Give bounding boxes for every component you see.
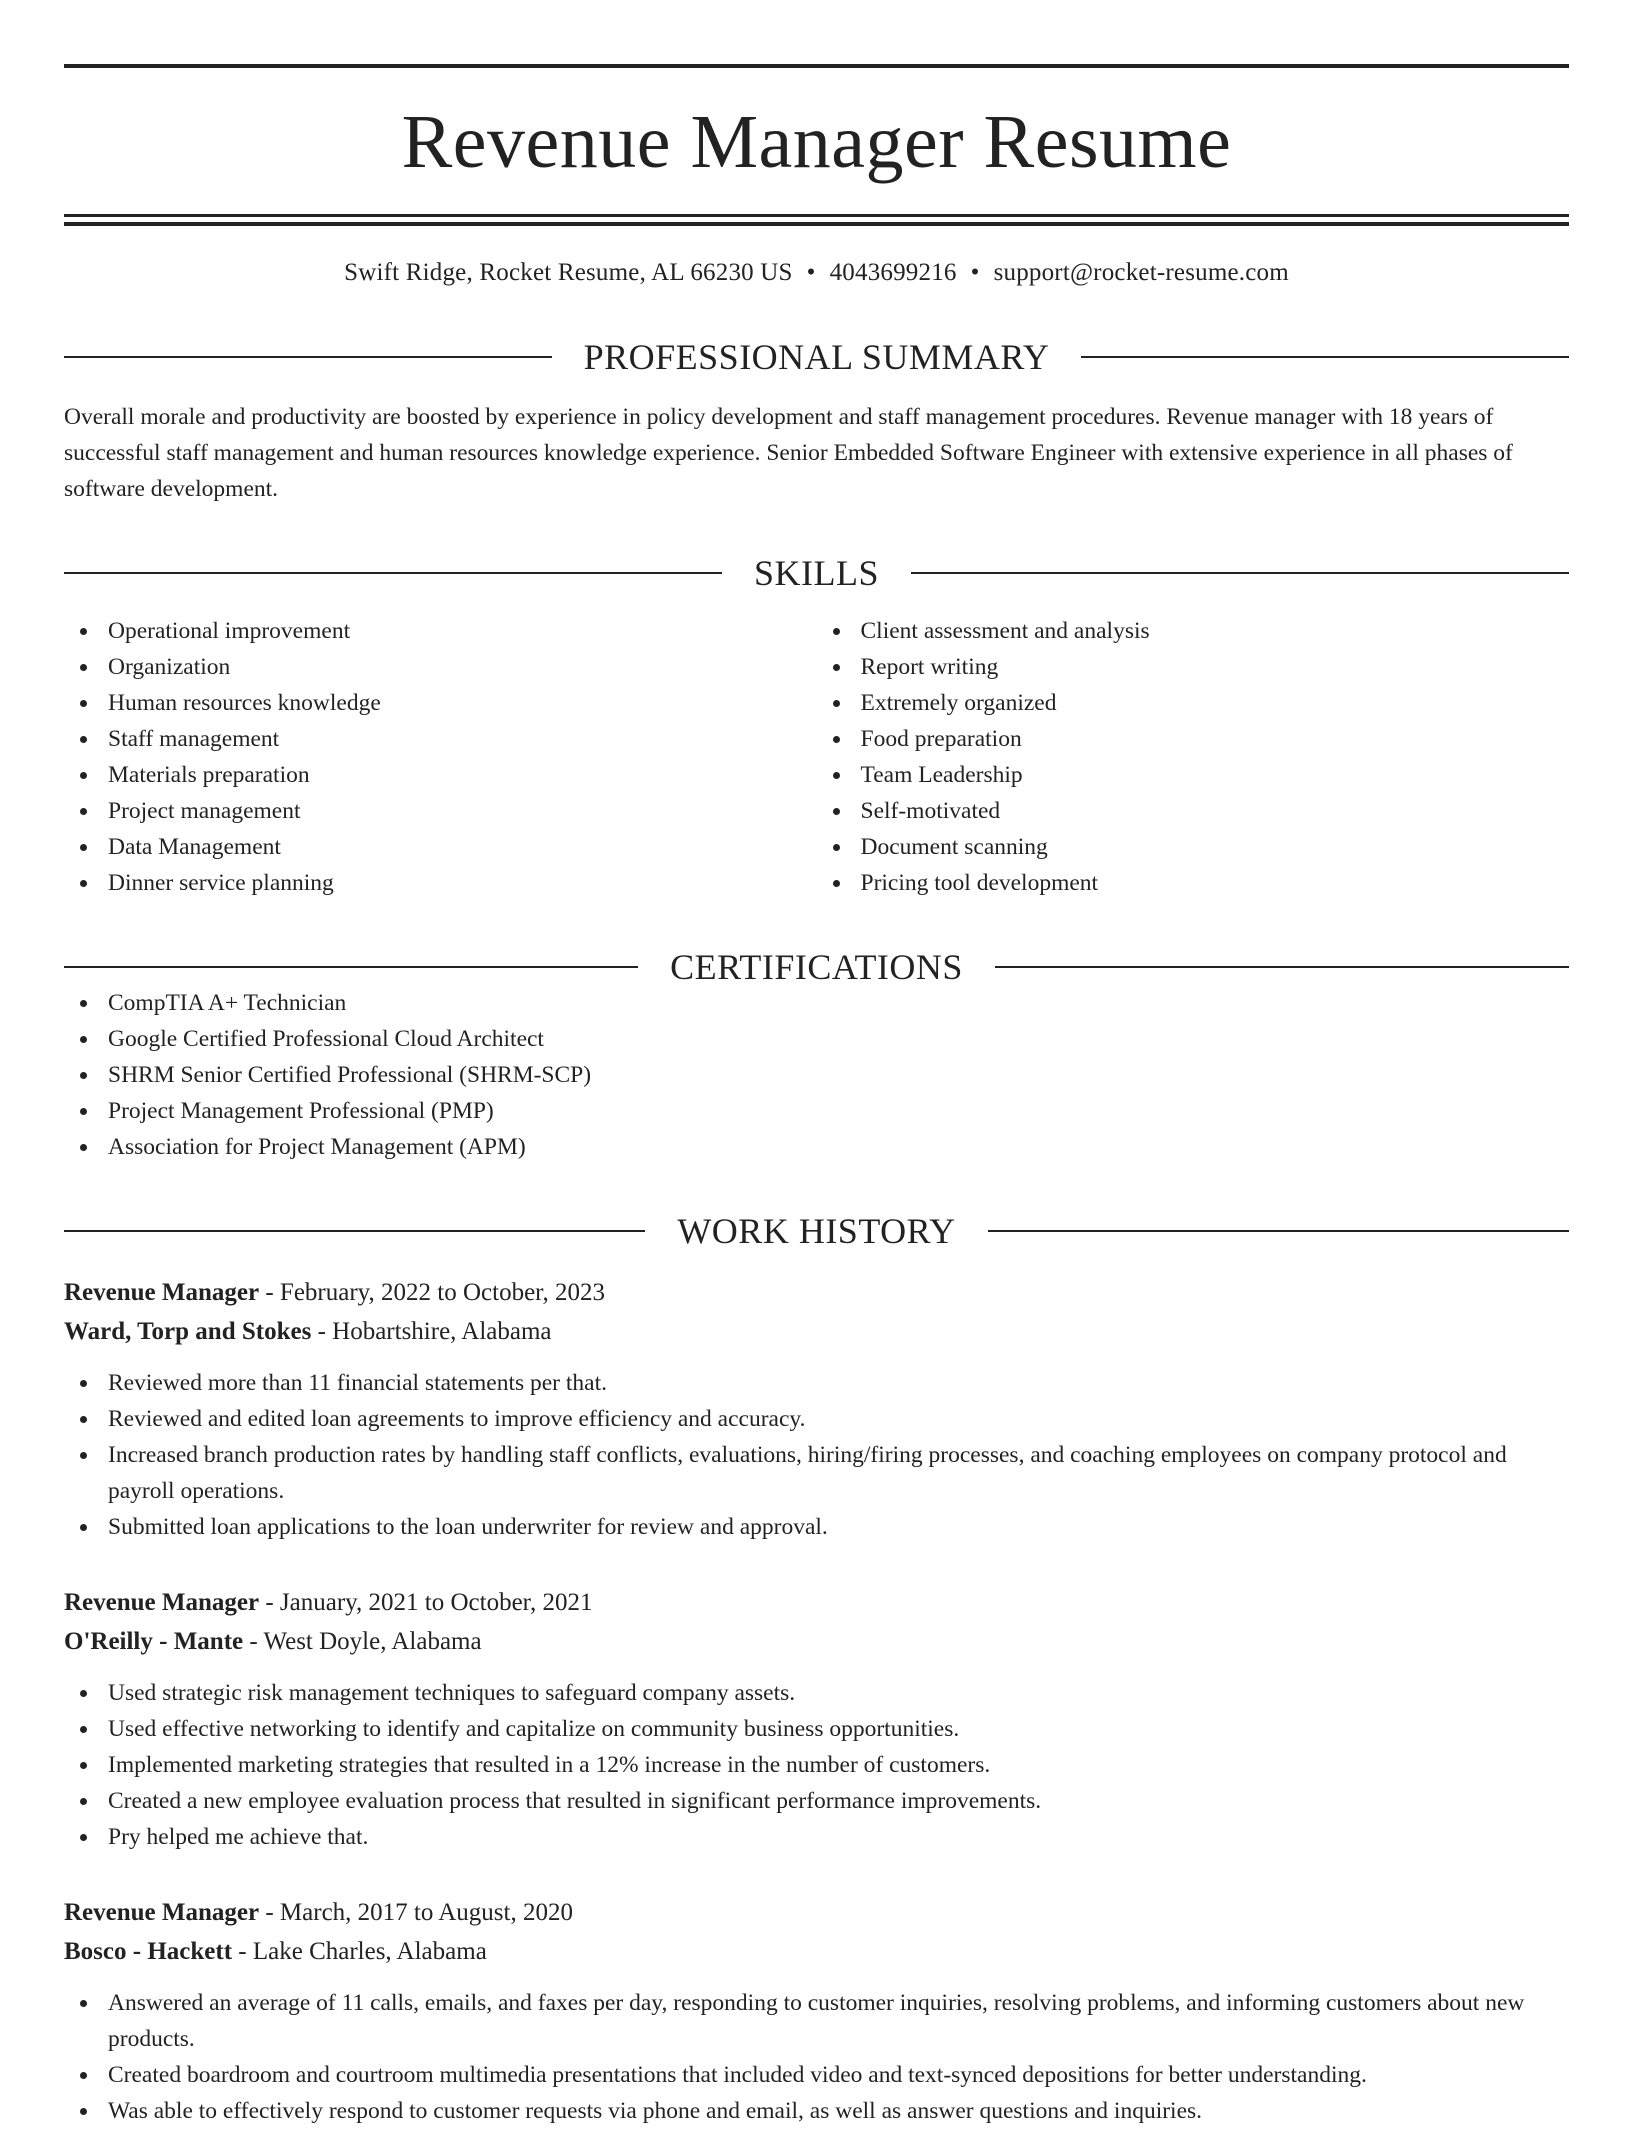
job-bullet: Used effective networking to identify and capitalize on community business opportunities. [64,1711,1569,1747]
section-rule [64,966,638,968]
job-bullet: Answered an average of 11 calls, emails, and faxes per day, responding to customer inquiries, resolving problems, and informing customers about new products. [64,1985,1569,2057]
job-location: - Lake Charles, Alabama [232,1938,487,1965]
job-bullet: Used strategic risk management techniques to safeguard company assets. [64,1675,1569,1711]
skill-item: Data Management [64,829,817,865]
skill-item: Operational improvement [64,613,817,649]
skill-item: Extremely organized [817,685,1570,721]
certification-item: Project Management Professional (PMP) [64,1093,1569,1129]
skills-column-right [817,613,1570,901]
section-rule [64,572,722,574]
skill-item: Document scanning [817,829,1570,865]
section-rule [988,1230,1569,1232]
job-bullet: Implemented marketing strategies that resulted in a 12% increase in the number of customers. [64,1747,1569,1783]
skill-item: Dinner service planning [64,865,817,901]
contact-email: support@rocket-resume.com [993,259,1289,286]
certification-item: CompTIA A+ Technician [64,985,1569,1021]
job-company-line [64,1312,1569,1351]
section-rule [64,356,552,358]
section-rule [64,1230,645,1232]
job-bullet: Was able to effectively respond to customer requests via phone and email, as well as answer questions and inquiries. [64,2093,1569,2129]
job-role-line [64,1583,1569,1622]
skills-column-left [64,613,817,901]
job-bullets [64,1365,1569,1545]
job-company-line [64,1932,1569,1971]
job-dates: - February, 2022 to October, 2023 [259,1279,606,1306]
certification-item: Association for Project Management (APM) [64,1129,1569,1165]
title-double-rule [64,214,1569,226]
section-rule [995,966,1569,968]
section-title: WORK HISTORY [677,1211,956,1251]
job-entry [64,1273,1569,1545]
job-bullet: Created boardroom and courtroom multimedia presentations that included video and text-synced depositions for better understanding. [64,2057,1569,2093]
skill-item: Food preparation [817,721,1570,757]
job-bullet: Increased branch production rates by handling staff conflicts, evaluations, hiring/firing processes, and coaching employees on company protocol and payroll operations. [64,1437,1569,1509]
section-title: CERTIFICATIONS [670,947,963,987]
job-role: Revenue Manager [64,1899,260,1926]
job-bullet: Reviewed and edited loan agreements to improve efficiency and accuracy. [64,1401,1569,1437]
skill-item: Report writing [817,649,1570,685]
resume-title: Revenue Manager Resume [401,100,1232,184]
section-header-skills [64,555,1569,591]
section-title: PROFESSIONAL SUMMARY [583,337,1050,377]
section-rule [1081,356,1569,358]
top-rule [64,64,1569,68]
summary-text: Overall morale and productivity are boosted by experience in policy development and staff management procedures. Revenue manager with 18 years of successful staff management and human resources knowledge experience. Senior Embedded Software Engineer with extensive experience in all phases of software development. [64,404,1513,502]
skill-item: Organization [64,649,817,685]
job-entry [64,1893,1569,2129]
section-header-summary [64,339,1569,375]
contact-phone: 4043699216 [829,259,957,286]
job-role-line [64,1273,1569,1312]
job-company-line [64,1622,1569,1661]
job-dates: - January, 2021 to October, 2021 [259,1589,593,1616]
job-role: Revenue Manager [64,1589,260,1616]
job-location: - Hobartshire, Alabama [311,1318,552,1345]
job-bullets [64,1985,1569,2129]
contact-line [64,260,1569,285]
skill-item: Self-motivated [817,793,1570,829]
work-history-list [64,1273,1569,2129]
skill-item: Project management [64,793,817,829]
job-role-line [64,1893,1569,1932]
job-bullet: Submitted loan applications to the loan underwriter for review and approval. [64,1509,1569,1545]
contact-address: Swift Ridge, Rocket Resume, AL 66230 US [344,259,793,286]
job-dates: - March, 2017 to August, 2020 [259,1899,573,1926]
job-entry [64,1583,1569,1855]
job-bullet: Reviewed more than 11 financial statements per that. [64,1365,1569,1401]
job-bullet: Created a new employee evaluation process that resulted in significant performance improvements. [64,1783,1569,1819]
contact-separator: • [970,259,980,286]
section-rule [911,572,1569,574]
skill-item: Staff management [64,721,817,757]
job-company: O'Reilly - Mante [64,1628,244,1655]
job-company: Ward, Torp and Stokes [64,1318,312,1345]
skill-item: Pricing tool development [817,865,1570,901]
skill-item: Team Leadership [817,757,1570,793]
skills-list [64,613,1569,901]
section-header-work-history [64,1213,1569,1249]
job-location: - West Doyle, Alabama [243,1628,482,1655]
certifications-list [64,985,1569,1165]
job-bullet: Pry helped me achieve that. [64,1819,1569,1855]
job-role: Revenue Manager [64,1279,260,1306]
skill-item: Materials preparation [64,757,817,793]
skill-item: Client assessment and analysis [817,613,1570,649]
certification-item: SHRM Senior Certified Professional (SHRM-SCP) [64,1057,1569,1093]
job-bullets [64,1675,1569,1855]
certification-item: Google Certified Professional Cloud Architect [64,1021,1569,1057]
contact-separator: • [806,259,816,286]
resume-page [64,64,1569,2129]
job-company: Bosco - Hackett [64,1938,233,1965]
section-header-certifications [64,949,1569,985]
section-title: SKILLS [754,553,880,593]
skill-item: Human resources knowledge [64,685,817,721]
